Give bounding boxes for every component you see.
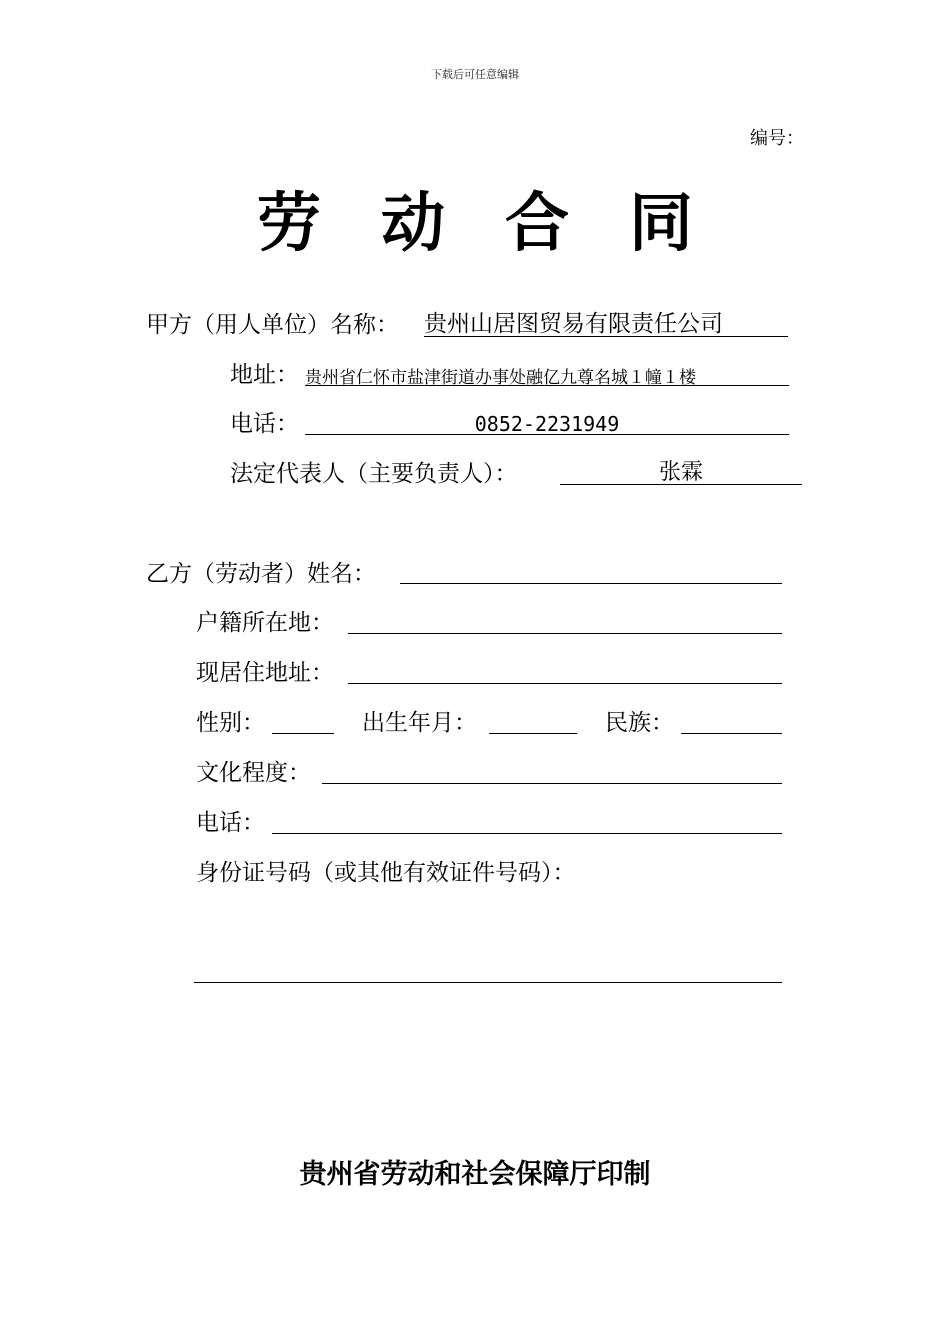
party-b-birth-label: 出生年月：: [362, 710, 477, 736]
party-b-residence-field[interactable]: [348, 683, 782, 684]
header-note: 下载后可任意编辑: [431, 68, 519, 81]
party-a-phone-underline: [305, 434, 789, 435]
party-b-education-label: 文化程度：: [196, 760, 311, 786]
party-b-name-label: 乙方（劳动者）姓名：: [146, 561, 376, 587]
party-a-representative-value: 张霖: [658, 460, 703, 485]
serial-number-label: 编号：: [750, 128, 804, 149]
party-b-birth-field[interactable]: [489, 733, 577, 734]
party-b-ethnicity-label: 民族：: [605, 710, 674, 736]
party-a-name-label: 甲方（用人单位）名称：: [146, 312, 399, 338]
party-a-address-value: 贵州省仁怀市盐津街道办事处融亿九尊名城１幢１楼: [305, 368, 696, 388]
party-a-address-label: 地址：: [230, 362, 299, 388]
party-a-address-underline: [305, 385, 789, 386]
party-b-phone-field[interactable]: [272, 833, 782, 834]
footer-issuer: 贵州省劳动和社会保障厅印制: [299, 1159, 651, 1190]
party-a-name-underline: [424, 336, 788, 337]
party-b-household-label: 户籍所在地：: [196, 610, 334, 636]
party-b-name-field[interactable]: [400, 583, 782, 584]
party-a-representative-underline: [560, 484, 802, 485]
party-b-id-label: 身份证号码（或其他有效证件号码）：: [196, 860, 576, 886]
party-b-education-field[interactable]: [322, 783, 782, 784]
party-b-residence-label: 现居住地址：: [196, 660, 334, 686]
party-b-household-field[interactable]: [348, 633, 782, 634]
party-b-gender-field[interactable]: [272, 733, 334, 734]
party-a-representative-label: 法定代表人（主要负责人）：: [230, 461, 518, 487]
document-title: 劳动合同: [257, 187, 753, 261]
party-b-ethnicity-field[interactable]: [681, 733, 782, 734]
party-b-phone-label: 电话：: [196, 810, 265, 836]
party-b-id-field[interactable]: [194, 982, 782, 983]
party-a-name-value: 贵州山居图贸易有限责任公司: [424, 311, 723, 337]
party-b-gender-label: 性别：: [196, 710, 265, 736]
party-a-phone-value: 0852-2231949: [474, 412, 620, 436]
party-a-phone-label: 电话：: [230, 411, 299, 437]
